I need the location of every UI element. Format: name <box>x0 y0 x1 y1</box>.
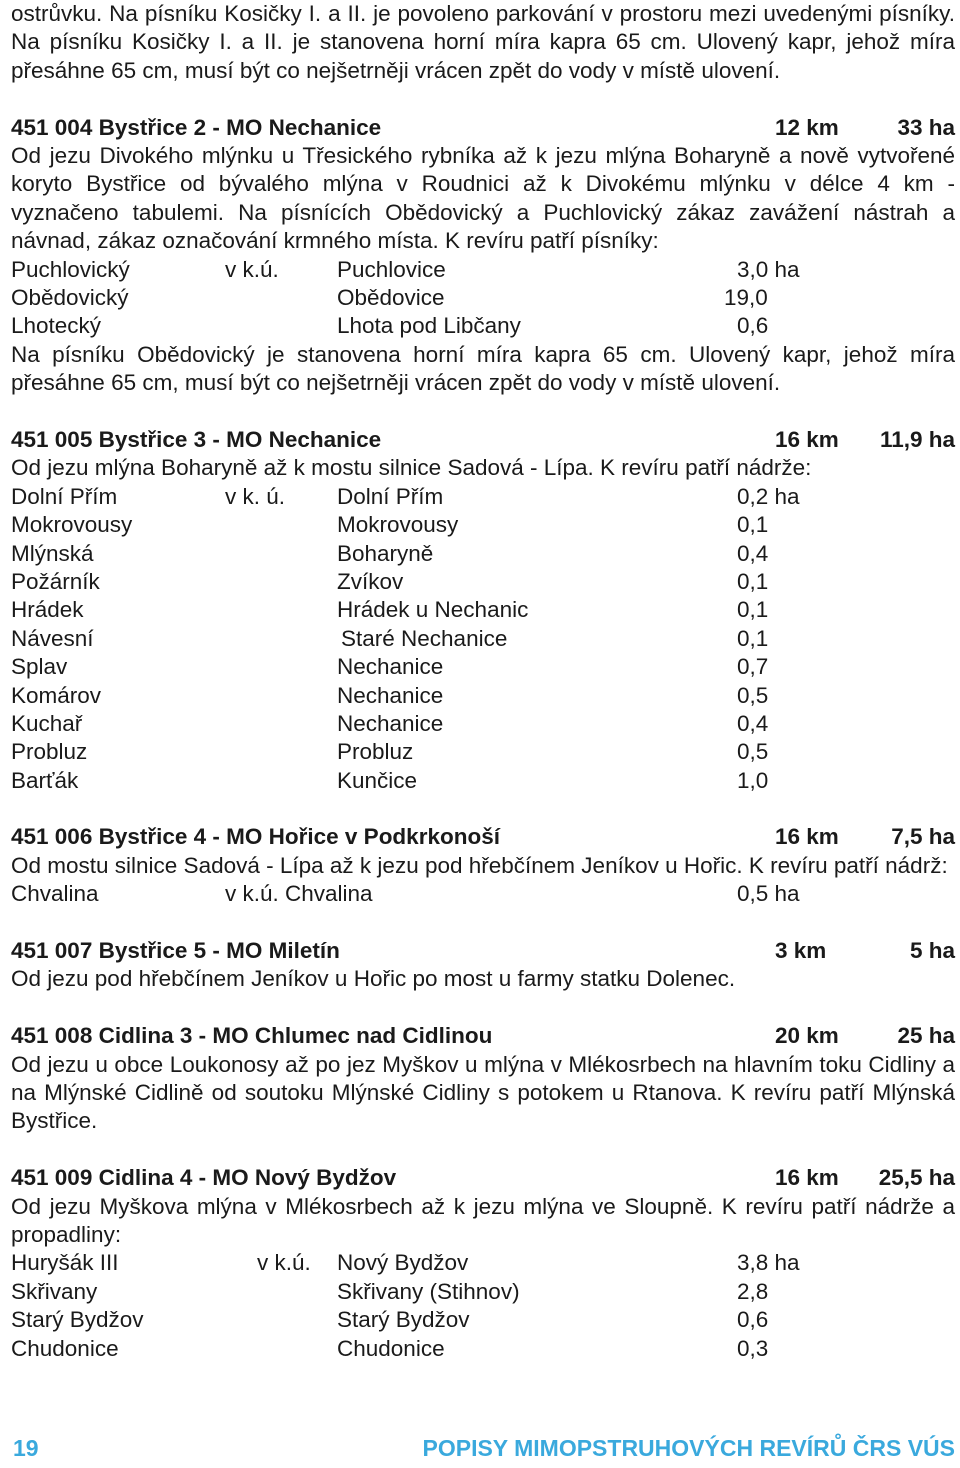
pond-place: Nechanice <box>337 710 444 736</box>
pond-name: Mlýnská <box>11 540 94 566</box>
page-footer <box>11 1433 955 1463</box>
pond-place: Hrádek u Nechanic <box>337 597 529 623</box>
section-451009 <box>11 1164 955 1363</box>
pond-place: Nechanice <box>337 682 444 708</box>
pond-size: 0,1 <box>737 512 769 538</box>
pond-name: Dolní Přím <box>11 483 118 509</box>
section-451006 <box>11 823 955 908</box>
pond-place: Starý Bydžov <box>337 1307 470 1333</box>
table-row <box>11 1249 955 1277</box>
pond-place: Puchlovice <box>337 256 446 282</box>
pond-place: Kunčice <box>337 767 418 793</box>
section-title: 451 004 Bystřice 2 - MO Nechanice <box>11 114 382 140</box>
pond-size: 0,1 <box>737 568 769 594</box>
pond-ku: v k.ú. Chvalina <box>225 881 373 907</box>
table-row <box>11 1306 955 1334</box>
pond-name: Huryšák III <box>11 1250 119 1276</box>
page-number: 19 <box>13 1435 39 1461</box>
pond-place: Boharyně <box>337 540 434 566</box>
pond-name: Hrádek <box>11 597 84 623</box>
pond-name: Probluz <box>11 739 88 765</box>
section-length: 3 km <box>775 938 827 964</box>
section-description: Od jezu Divokého mlýnku u Třesického rybníka až k jezu mlýna Boharyně a nově vytvořené koryto Bystřice od bývalého mlýna v Roudnici až k Divokému mlýnku v délce 4 km - vyznačeno tabulemi. Na písnících Obědovický a Puchlovický zákaz zavážení nástrah a návnad, zákaz označování krmného místa. K revíru patří písníky: <box>11 143 955 254</box>
pond-name: Skřivany <box>11 1278 98 1304</box>
section-area: 25,5 ha <box>878 1165 955 1191</box>
pond-place: Dolní Přím <box>337 483 444 509</box>
section-area: 11,9 ha <box>879 427 955 452</box>
table-row <box>11 483 955 511</box>
section-note: Na písníku Obědovický je stanovena horní míra kapra 65 cm. Ulovený kapr, jehož míra přesáhne 65 cm, musí být co nejšetrněji vrácen zpět do vody v místě ulovení. <box>11 341 955 396</box>
pond-size: 3,0 ha <box>737 256 800 282</box>
pond-place: Probluz <box>337 739 414 765</box>
pond-place: Nový Bydžov <box>337 1250 469 1276</box>
pond-name: Lhotecký <box>11 313 102 339</box>
pond-name: Kuchař <box>11 710 83 736</box>
table-row <box>11 1335 955 1363</box>
table-row <box>11 710 955 738</box>
table-row <box>11 653 955 681</box>
section-length: 16 km <box>775 427 839 452</box>
section-description: Od jezu mlýna Boharyně až k mostu silnice Sadová - Lípa. K revíru patří nádrže: <box>11 455 812 481</box>
pond-name: Požárník <box>11 568 100 594</box>
section-451004 <box>11 114 955 398</box>
intro-paragraph: ostrůvku. Na písníku Kosičky I. a II. je povoleno parkování v prostoru mezi uvedenými písníky. Na písníku Kosičky I. a II. je stanovena horní míra kapra 65 cm. Ulovený kapr, jehož míra přesáhne 65 cm, musí být co nejšetrněji vrácen zpět do vody v místě ulovení. <box>11 1 955 83</box>
footer-title: POPISY MIMOPSTRUHOVÝCH REVÍRŮ ČRS VÚS <box>422 1435 955 1461</box>
section-heading <box>11 114 955 142</box>
section-area: 25 ha <box>897 1023 955 1049</box>
pond-size: 2,8 <box>737 1278 769 1304</box>
pond-size: 0,5 <box>737 682 769 708</box>
pond-name: Obědovický <box>11 285 129 311</box>
pond-name: Chudonice <box>11 1335 119 1361</box>
section-title: 451 009 Cidlina 4 - MO Nový Bydžov <box>11 1165 397 1191</box>
section-title: 451 005 Bystřice 3 - MO Nechanice <box>11 427 382 452</box>
section-area: 5 ha <box>909 938 955 964</box>
table-row <box>11 738 955 766</box>
pond-place: Nechanice <box>337 654 444 680</box>
pond-name: Starý Bydžov <box>11 1307 144 1333</box>
table-row <box>11 880 955 908</box>
pond-size: 0,7 <box>737 654 769 680</box>
table-row <box>11 511 955 539</box>
section-area: 33 ha <box>897 114 955 140</box>
section-title: 451 006 Bystřice 4 - MO Hořice v Podkrkonoší <box>11 824 500 850</box>
section-description: Od jezu Myškova mlýna v Mlékosrbech až k jezu mlýna ve Sloupně. K revíru patří nádrže a propadliny: <box>11 1193 955 1248</box>
table-row <box>11 767 955 795</box>
pond-ku: v k.ú. <box>225 256 279 282</box>
pond-name: Puchlovický <box>11 256 130 282</box>
pond-name: Splav <box>11 654 68 680</box>
section-heading <box>11 426 955 454</box>
table-row <box>11 256 955 284</box>
section-description: Od mostu silnice Sadová - Lípa až k jezu pod hřebčínem Jeníkov u Hořic. K revíru patří nádrž: <box>11 852 948 878</box>
pond-size: 0,3 <box>737 1335 769 1361</box>
section-title: 451 008 Cidlina 3 - MO Chlumec nad Cidlinou <box>11 1023 493 1049</box>
pond-place: Zvíkov <box>337 568 404 594</box>
section-451007 <box>11 937 955 994</box>
section-451005 <box>11 426 955 795</box>
section-title: 451 007 Bystřice 5 - MO Miletín <box>11 938 340 964</box>
pond-place: Chudonice <box>337 1335 445 1361</box>
pond-size: 1,0 <box>737 767 769 793</box>
section-length: 20 km <box>775 1023 839 1049</box>
section-heading <box>11 1164 955 1192</box>
table-row <box>11 682 955 710</box>
pond-size: 0,5 <box>737 739 769 765</box>
section-heading <box>11 937 955 965</box>
pond-place: Obědovice <box>337 285 445 311</box>
pond-name: Barťák <box>11 767 79 793</box>
table-row <box>11 625 955 653</box>
section-length: 12 km <box>775 114 839 140</box>
pond-name: Komárov <box>11 682 102 708</box>
pond-size: 0,5 ha <box>737 881 800 907</box>
pond-size: 3,8 ha <box>737 1250 800 1276</box>
table-row <box>11 596 955 624</box>
section-description: Od jezu pod hřebčínem Jeníkov u Hořic po most u farmy statku Dolenec. <box>11 966 736 992</box>
pond-size: 0,4 <box>737 540 769 566</box>
table-row <box>11 540 955 568</box>
pond-size: 0,1 <box>737 597 769 623</box>
pond-name: Mokrovousy <box>11 512 133 538</box>
pond-size: 0,6 <box>737 1307 769 1333</box>
pond-size: 0,1 <box>737 625 769 651</box>
document-page <box>11 0 955 1363</box>
section-description: Od jezu u obce Loukonosy až po jez Myškov u mlýna v Mlékosrbech na hlavním toku Cidliny a na Mlýnské Cidlině od soutoku Mlýnské Cidliny s potokem u Rtanova. K revíru patří Mlýnská Bystřice. <box>11 1051 955 1134</box>
section-heading <box>11 823 955 851</box>
pond-name: Chvalina <box>11 881 99 907</box>
pond-place: Staré Nechanice <box>341 625 508 651</box>
pond-ku: v k. ú. <box>225 483 286 509</box>
pond-place: Mokrovousy <box>337 512 459 538</box>
section-length: 16 km <box>775 1165 839 1191</box>
section-heading <box>11 1022 955 1050</box>
pond-name: Návesní <box>11 625 94 651</box>
pond-place: Skřivany (Stihnov) <box>337 1278 520 1304</box>
table-row <box>11 312 955 340</box>
table-row <box>11 1278 955 1306</box>
pond-size: 0,6 <box>737 313 769 339</box>
section-451008 <box>11 1022 955 1136</box>
section-area: 7,5 ha <box>891 824 955 850</box>
pond-size: 0,4 <box>737 710 769 736</box>
pond-size: 0,2 ha <box>737 483 800 509</box>
table-row <box>11 284 955 312</box>
pond-size: 19,0 <box>724 285 768 311</box>
section-length: 16 km <box>775 824 839 850</box>
table-row <box>11 568 955 596</box>
pond-ku: v k.ú. <box>257 1250 311 1276</box>
pond-place: Lhota pod Libčany <box>337 313 521 339</box>
